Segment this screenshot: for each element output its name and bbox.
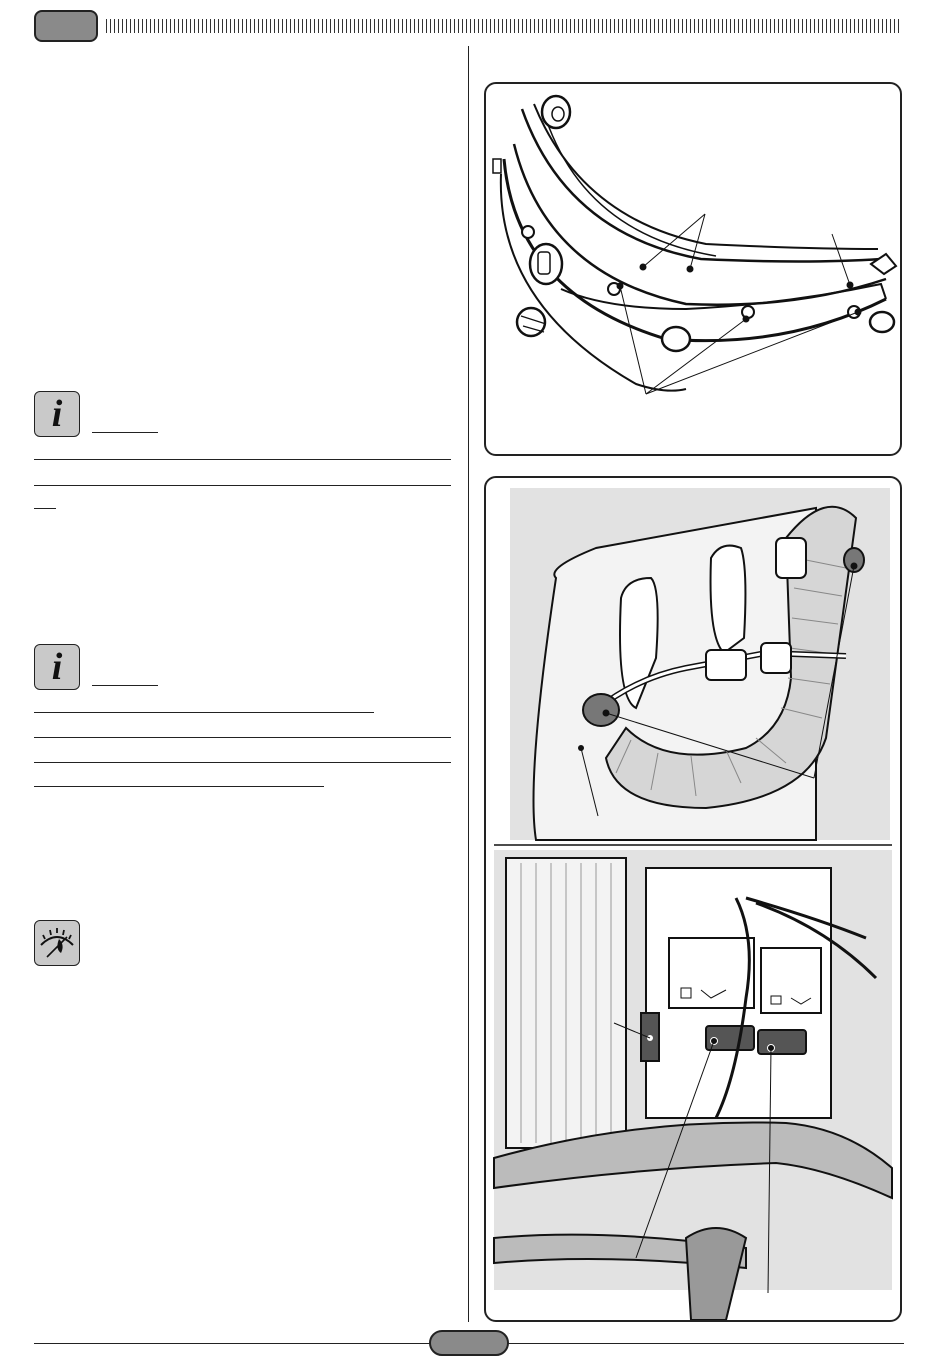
note-rule [34, 508, 56, 509]
squeegee-drawing [486, 84, 900, 454]
figure-squeegee-assembly [484, 82, 902, 456]
eye-icon [34, 920, 80, 966]
page-number-badge [429, 1330, 509, 1356]
note-rule [34, 485, 451, 486]
language-tab [34, 10, 98, 42]
figure-hose-and-relay-panel [484, 476, 902, 1322]
note-rule [34, 762, 451, 763]
info-icon: i [34, 391, 80, 437]
note-heading-underline [92, 432, 158, 433]
note-heading-underline [92, 685, 158, 686]
header-dotted-rule [106, 19, 902, 33]
column-divider [468, 46, 469, 1322]
hose-relay-drawing [486, 478, 900, 1320]
note-rule [34, 786, 324, 787]
info-icon: i [34, 644, 80, 690]
note-rule [34, 737, 451, 738]
note-rule [34, 712, 374, 713]
note-rule [34, 459, 451, 460]
